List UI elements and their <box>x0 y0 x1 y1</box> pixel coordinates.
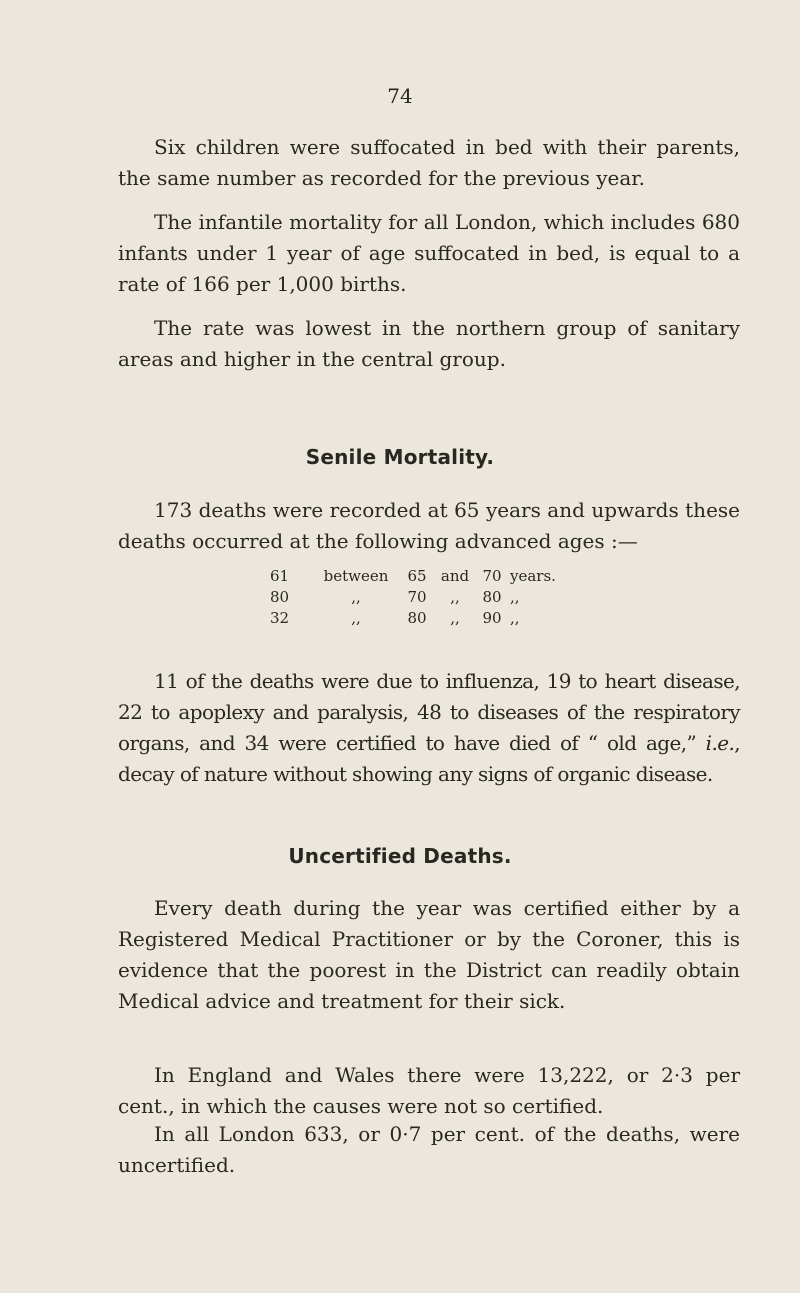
causes-ie: i.e. <box>705 731 735 755</box>
ages-count: 32 <box>270 609 290 627</box>
ages-unit: ,, <box>510 609 520 627</box>
ages-row <box>270 608 570 629</box>
paragraph-rate-by-group: The rate was lowest in the northern group of sanitary areas and higher in the central group. <box>118 316 740 371</box>
paragraph-every-death-certified: Every death during the year was certified either by a Registered Medical Practitioner or by the Coroner, this is evidence that the poorest in the District can readily obtain Medical advice and treatment for their sick. <box>118 896 740 1013</box>
ages-and: and <box>440 567 470 585</box>
ages-table <box>270 566 570 629</box>
ages-and: ,, <box>450 588 460 606</box>
ages-between: between <box>323 567 389 585</box>
ages-between: ,, <box>351 588 361 606</box>
paragraph-suffocated-children: Six children were suffocated in bed with their parents, the same number as recorded for the previous year. <box>118 135 740 190</box>
ages-and: ,, <box>450 609 460 627</box>
causes-text: 11 of the deaths were due to influenza, 19 to heart disease, 22 to apoplexy and paralysis, 48 to diseases of the respiratory organs, and 34 were certified to have died of “ old age,” <box>118 669 740 755</box>
paragraph-all-london: In all London 633, or 0·7 per cent. of the deaths, were uncertified. <box>118 1122 740 1177</box>
page-number: 74 <box>387 84 413 108</box>
paragraph-senile-intro: 173 deaths were recorded at 65 years and upwards these deaths occurred at the following advanced ages :— <box>118 498 740 553</box>
paragraph-england-wales: In England and Wales there were 13,222, or 2·3 per cent., in which the causes were not so certified. <box>118 1063 740 1118</box>
ages-from: 65 <box>407 567 427 585</box>
ages-count: 61 <box>270 567 290 585</box>
heading-uncertified-deaths: Uncertified Deaths. <box>288 844 512 868</box>
ages-between: ,, <box>351 609 361 627</box>
ages-row <box>270 587 570 608</box>
heading-senile-mortality: Senile Mortality. <box>305 445 495 469</box>
ages-to: 90 <box>482 609 502 627</box>
ages-unit: years. <box>510 567 556 585</box>
ages-row <box>270 566 570 587</box>
causes-tail: , decay of nature without showing any signs of organic disease. <box>118 731 740 786</box>
ages-to: 80 <box>482 588 502 606</box>
ages-unit: ,, <box>510 588 520 606</box>
ages-to: 70 <box>482 567 502 585</box>
paragraph-causes-of-death <box>118 666 740 790</box>
ages-from: 80 <box>407 609 427 627</box>
ages-count: 80 <box>270 588 290 606</box>
ages-from: 70 <box>407 588 427 606</box>
paragraph-infantile-mortality: The infantile mortality for all London, which includes 680 infants under 1 year of age suffocated in bed, is equal to a rate of 166 per 1,000 births. <box>118 210 740 296</box>
